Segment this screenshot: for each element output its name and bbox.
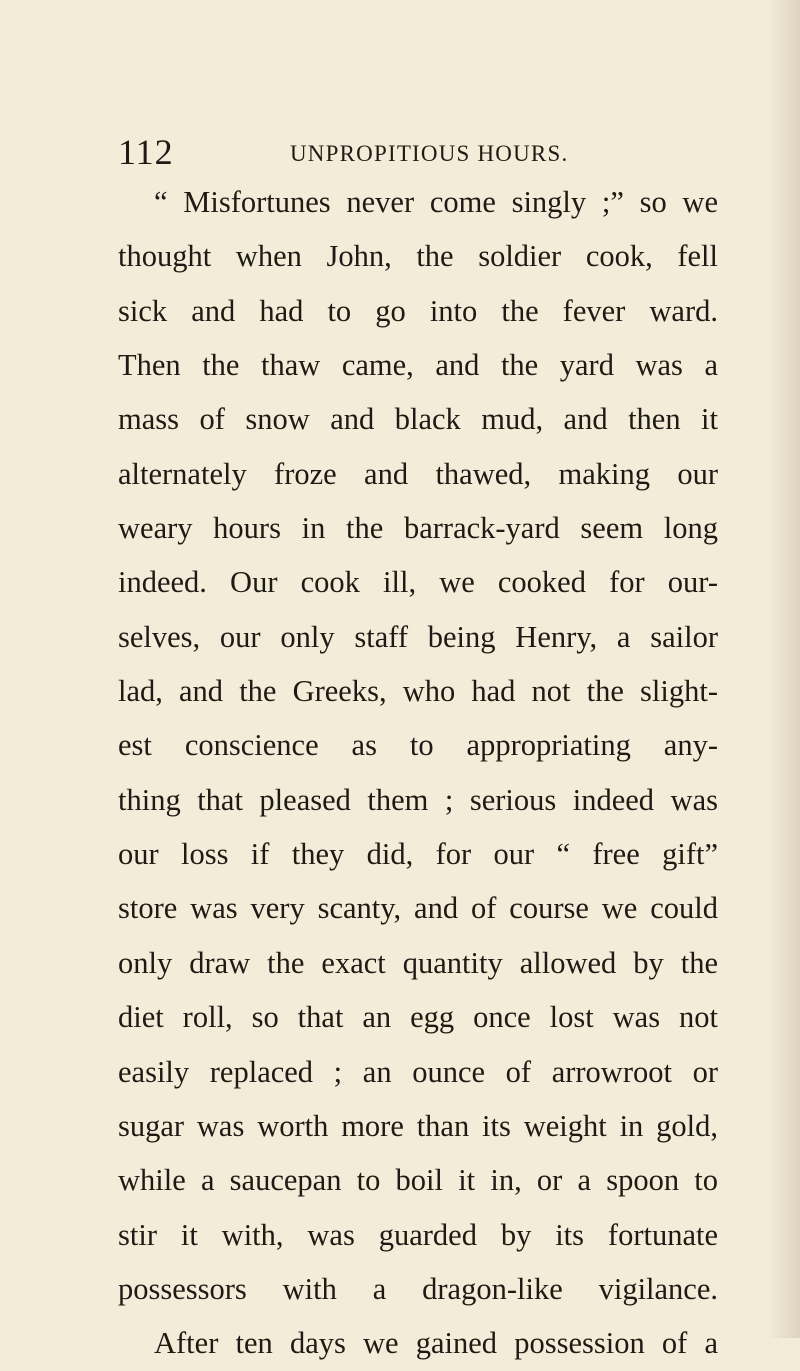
page-header <box>118 132 678 172</box>
text-line: thing that pleased them ; serious indeed was <box>118 782 718 817</box>
text-line: After ten days we gained possession of a <box>154 1326 718 1361</box>
text-line: selves, our only staff being Henry, a sailor <box>118 619 718 654</box>
text-line: store was very scanty, and of course we could <box>118 891 718 926</box>
text-line: weary hours in the barrack-yard seem long <box>118 511 718 546</box>
page-number: 112 <box>118 132 174 172</box>
text-line: while a saucepan to boil it in, or a spoon to <box>118 1163 718 1198</box>
text-line: sick and had to go into the fever ward. <box>118 293 718 328</box>
text-line: lad, and the Greeks, who had not the slight- <box>118 674 718 709</box>
text-line: easily replaced ; an ounce of arrowroot or <box>118 1054 718 1089</box>
running-head: UNPROPITIOUS HOURS. <box>290 141 569 166</box>
text-line: only draw the exact quantity allowed by the <box>118 945 718 980</box>
text-line: thought when John, the soldier cook, fell <box>118 239 718 274</box>
text-line: alternately froze and thawed, making our <box>118 456 718 491</box>
text-line: indeed. Our cook ill, we cooked for our- <box>118 565 718 600</box>
text-line: stir it with, was guarded by its fortunate <box>118 1217 718 1252</box>
text-line: mass of snow and black mud, and then it <box>118 402 718 437</box>
text-line: Then the thaw came, and the yard was a <box>118 348 718 383</box>
text-line: diet roll, so that an egg once lost was not <box>118 1000 718 1035</box>
body-text <box>118 175 718 1371</box>
text-line: our loss if they did, for our “ free gift” <box>118 837 718 872</box>
text-line: possessors with a dragon-like vigilance. <box>118 1271 718 1306</box>
text-line: est conscience as to appropriating any- <box>118 728 718 763</box>
text-line: “ Misfortunes never come singly ;” so we <box>154 185 718 219</box>
text-line: sugar was worth more than its weight in gold, <box>118 1108 718 1143</box>
